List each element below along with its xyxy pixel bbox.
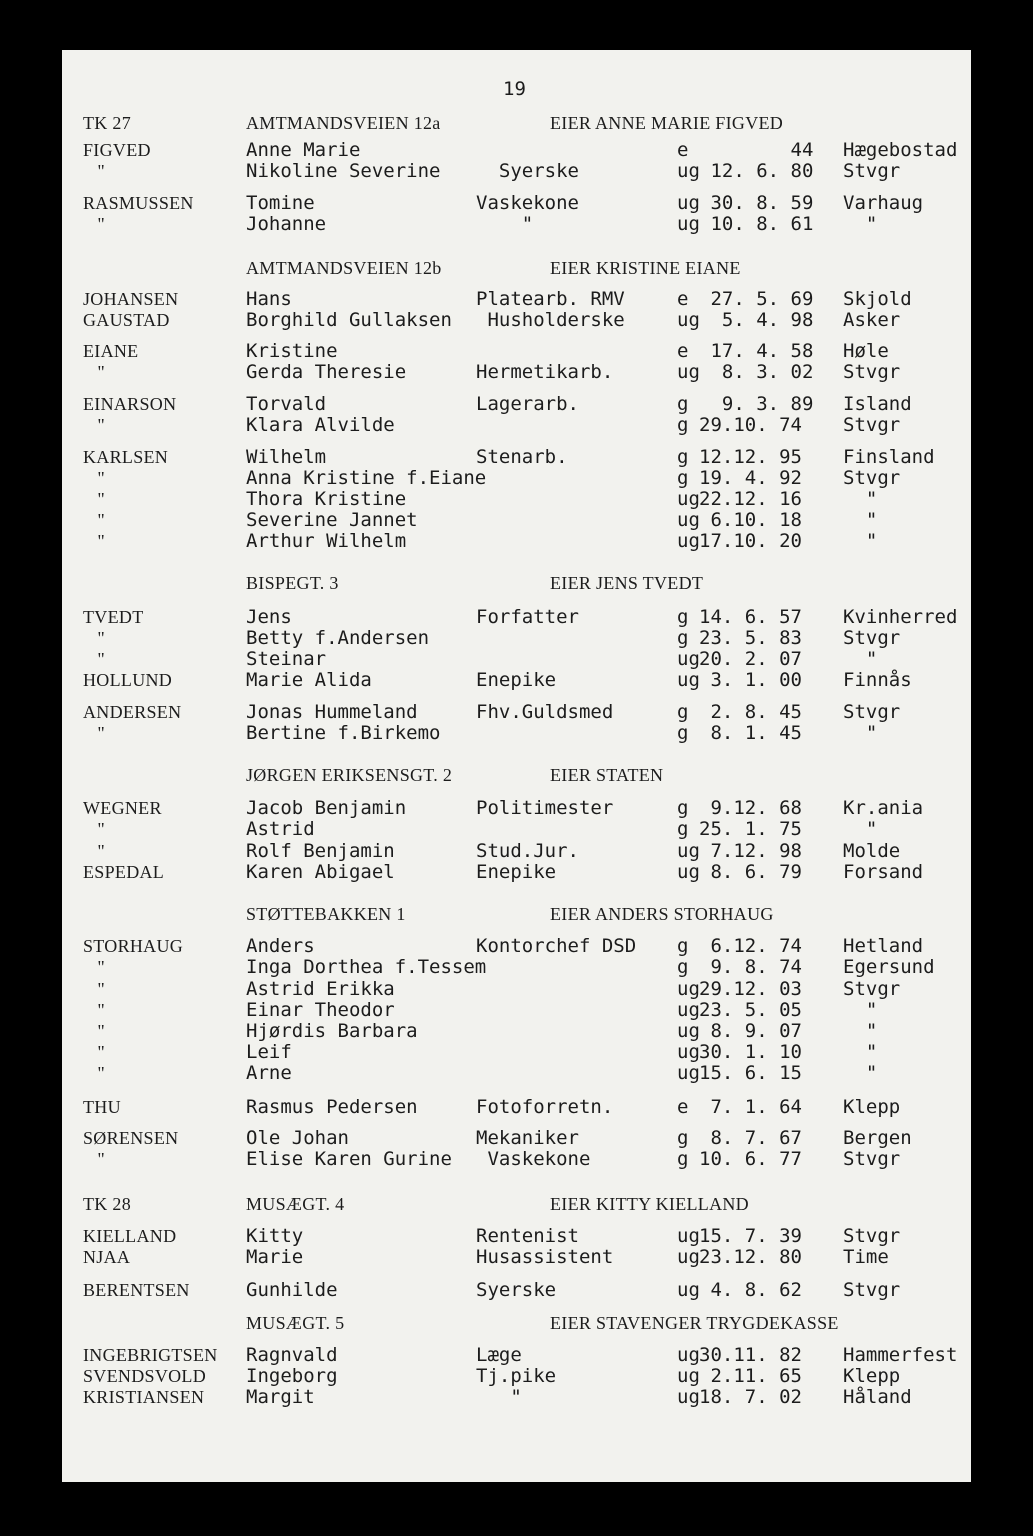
birthplace: " — [843, 1041, 878, 1063]
birth-date: 4. 8. 62 — [699, 1279, 802, 1301]
birthplace: Stvgr — [843, 701, 901, 723]
surname: KIELLAND — [83, 1226, 177, 1246]
surname: HOLLUND — [83, 670, 173, 690]
birth-date: 15. 7. 39 — [699, 1225, 802, 1247]
person-row — [62, 1096, 971, 1118]
person-row — [62, 1386, 971, 1408]
occupation: Stenarb. — [476, 446, 568, 468]
birthplace: " — [843, 818, 878, 840]
page-number: 19 — [503, 78, 526, 100]
given-name: Anders — [246, 935, 315, 957]
address: JØRGEN ERIKSENSGT. 2 — [246, 765, 453, 785]
person-row — [62, 1062, 971, 1084]
given-name: Astrid Erikka — [246, 978, 395, 1000]
birth-date: 8. 1. 45 — [699, 722, 802, 744]
birthplace: Hetland — [843, 935, 924, 957]
owner: EIER STAVENGER TRYGDEKASSE — [550, 1313, 839, 1333]
owner: EIER ANDERS STORHAUG — [550, 904, 774, 924]
marital-status: ug — [677, 361, 700, 383]
birth-date: 19. 4. 92 — [699, 467, 802, 489]
marital-status: g — [677, 446, 689, 468]
person-row — [62, 818, 971, 840]
birth-date: 30. 8. 59 — [699, 192, 814, 214]
surname: JOHANSEN — [83, 289, 179, 309]
given-name: Nikoline Severine — [246, 160, 441, 182]
surname: ANDERSEN — [83, 702, 182, 722]
given-name: Hans — [246, 288, 292, 310]
person-row — [62, 530, 971, 552]
person-row — [62, 669, 971, 691]
marital-status: ug — [677, 978, 700, 1000]
birthplace: " — [843, 1020, 878, 1042]
birthplace: Hægebostad — [843, 139, 958, 161]
surname: STORHAUG — [83, 936, 184, 956]
occupation: Tj.pike — [476, 1365, 557, 1387]
given-name: Rasmus Pedersen — [246, 1096, 418, 1118]
occupation: Syerske — [476, 1279, 557, 1301]
person-row — [62, 1148, 971, 1170]
surname: SØRENSEN — [83, 1128, 179, 1148]
marital-status: g — [677, 797, 689, 819]
birth-date: 23. 5. 83 — [699, 627, 802, 649]
birthplace: Stvgr — [843, 1148, 901, 1170]
address: AMTMANDSVEIEN 12b — [246, 258, 442, 278]
given-name: Bertine f.Birkemo — [246, 722, 441, 744]
occupation: Fotoforretn. — [476, 1096, 614, 1118]
birthplace: Håland — [843, 1386, 912, 1408]
given-name: Ole Johan — [246, 1127, 349, 1149]
address: BISPEGT. 3 — [246, 573, 339, 593]
occupation: Syerske — [476, 160, 579, 182]
birthplace: Stvgr — [843, 1225, 901, 1247]
birth-date: 3. 1. 00 — [699, 669, 802, 691]
given-name: Margit — [246, 1386, 315, 1408]
birthplace: Kvinherred — [843, 606, 958, 628]
occupation: Husassistent — [476, 1246, 614, 1268]
marital-status: ug — [677, 1386, 700, 1408]
surname: FIGVED — [83, 140, 151, 160]
marital-status: ug — [677, 530, 700, 552]
birth-date: 10. 8. 61 — [699, 213, 814, 235]
birth-date: 12.12. 95 — [699, 446, 802, 468]
person-row — [62, 861, 971, 883]
person-row — [62, 1225, 971, 1247]
occupation: Lagerarb. — [476, 393, 579, 415]
census-page — [62, 50, 971, 1482]
birthplace: Varhaug — [843, 192, 924, 214]
birth-date: 23.12. 80 — [699, 1246, 802, 1268]
owner: EIER JENS TVEDT — [550, 573, 704, 593]
given-name: Borghild Gullaksen — [246, 309, 452, 331]
occupation: Fhv.Guldsmed — [476, 701, 614, 723]
given-name: Jens — [246, 606, 292, 628]
marital-status: ug — [677, 1225, 700, 1247]
birth-date: 7. 1. 64 — [699, 1096, 802, 1118]
marital-status: e — [677, 340, 689, 362]
marital-status: ug — [677, 160, 700, 182]
surname: TVEDT — [83, 607, 144, 627]
given-name: Hjørdis Barbara — [246, 1020, 418, 1042]
person-row — [62, 1246, 971, 1268]
person-row — [62, 648, 971, 670]
marital-status: e — [677, 139, 689, 161]
occupation: Kontorchef DSD — [476, 935, 637, 957]
marital-status: g — [677, 818, 689, 840]
birth-date: 9.12. 68 — [699, 797, 802, 819]
birth-date: 9. 3. 89 — [699, 393, 814, 415]
occupation: Hermetikarb. — [476, 361, 614, 383]
birthplace: " — [843, 530, 878, 552]
marital-status: g — [677, 467, 689, 489]
person-row — [62, 978, 971, 1000]
birth-date: 23. 5. 05 — [699, 999, 802, 1021]
given-name: Arne — [246, 1062, 292, 1084]
birthplace: Klepp — [843, 1365, 901, 1387]
birthplace: Stvgr — [843, 978, 901, 1000]
birth-date: 14. 6. 57 — [699, 606, 802, 628]
marital-status: ug — [677, 213, 700, 235]
occupation: " — [476, 213, 534, 235]
occupation: Mekaniker — [476, 1127, 579, 1149]
marital-status: g — [677, 956, 689, 978]
given-name: Tomine — [246, 192, 315, 214]
given-name: Jonas Hummeland — [246, 701, 418, 723]
given-name: Ingeborg — [246, 1365, 338, 1387]
surname: ESPEDAL — [83, 862, 165, 882]
given-name: Astrid — [246, 818, 315, 840]
given-name: Thora Kristine — [246, 488, 407, 510]
given-name: Karen Abigael — [246, 861, 395, 883]
birth-date: 17.10. 20 — [699, 530, 802, 552]
surname: " — [83, 362, 106, 382]
occupation: Husholderske — [476, 309, 625, 331]
birthplace: Bergen — [843, 1127, 912, 1149]
person-row — [62, 722, 971, 744]
given-name: Severine Jannet — [246, 509, 418, 531]
surname: WEGNER — [83, 798, 162, 818]
person-row — [62, 1344, 971, 1366]
marital-status: ug — [677, 1246, 700, 1268]
birth-date: 5. 4. 98 — [699, 309, 814, 331]
surname: " — [83, 1149, 106, 1169]
birthplace: " — [843, 722, 878, 744]
occupation: Enepike — [476, 669, 557, 691]
birthplace: Island — [843, 393, 912, 415]
birth-date: 8. 6. 79 — [699, 861, 802, 883]
block-header — [62, 257, 971, 279]
person-row — [62, 1365, 971, 1387]
person-row — [62, 160, 971, 182]
occupation: Læge — [476, 1344, 522, 1366]
address: AMTMANDSVEIEN 12a — [246, 113, 441, 133]
marital-status: g — [677, 935, 689, 957]
owner: EIER STATEN — [550, 765, 664, 785]
given-name: Gerda Theresie — [246, 361, 407, 383]
marital-status: g — [677, 1127, 689, 1149]
occupation: Enepike — [476, 861, 557, 883]
surname: " — [83, 1042, 106, 1062]
person-row — [62, 446, 971, 468]
birth-date: 29.10. 74 — [699, 414, 802, 436]
given-name: Kitty — [246, 1225, 304, 1247]
given-name: Marie — [246, 1246, 304, 1268]
person-row — [62, 627, 971, 649]
birth-date: 6.12. 74 — [699, 935, 802, 957]
person-row — [62, 192, 971, 214]
surname: NJAA — [83, 1247, 131, 1267]
person-row — [62, 361, 971, 383]
person-row — [62, 139, 971, 161]
birth-date: 10. 6. 77 — [699, 1148, 802, 1170]
surname: " — [83, 841, 106, 861]
surname: KRISTIANSEN — [83, 1387, 205, 1407]
birth-date: 25. 1. 75 — [699, 818, 802, 840]
given-name: Torvald — [246, 393, 327, 415]
marital-status: ug — [677, 1041, 700, 1063]
birthplace: Stvgr — [843, 627, 901, 649]
surname: RASMUSSEN — [83, 193, 194, 213]
marital-status: e — [677, 288, 689, 310]
owner: EIER KRISTINE EIANE — [550, 258, 741, 278]
marital-status: g — [677, 627, 689, 649]
occupation: Vaskekone — [476, 1148, 591, 1170]
surname: " — [83, 649, 106, 669]
person-row — [62, 1279, 971, 1301]
birth-date: 6.10. 18 — [699, 509, 802, 531]
surname: " — [83, 1021, 106, 1041]
given-name: Johanne — [246, 213, 327, 235]
given-name: Leif — [246, 1041, 292, 1063]
birth-date: 27. 5. 69 — [699, 288, 814, 310]
marital-status: e — [677, 1096, 689, 1118]
given-name: Gunhilde — [246, 1279, 338, 1301]
birthplace: Time — [843, 1246, 889, 1268]
given-name: Einar Theodor — [246, 999, 395, 1021]
person-row — [62, 393, 971, 415]
marital-status: ug — [677, 648, 700, 670]
surname: " — [83, 531, 106, 551]
surname: EINARSON — [83, 394, 177, 414]
birth-date: 17. 4. 58 — [699, 340, 814, 362]
birthplace: Molde — [843, 840, 901, 862]
given-name: Kristine — [246, 340, 338, 362]
birthplace: Hammerfest — [843, 1344, 958, 1366]
person-row — [62, 606, 971, 628]
given-name: Marie Alida — [246, 669, 372, 691]
person-row — [62, 340, 971, 362]
person-row — [62, 213, 971, 235]
marital-status: ug — [677, 1365, 700, 1387]
occupation: Platearb. RMV — [476, 288, 625, 310]
surname: " — [83, 957, 106, 977]
surname: " — [83, 628, 106, 648]
birthplace: Stvgr — [843, 467, 901, 489]
birth-date: 8. 9. 07 — [699, 1020, 802, 1042]
owner: EIER KITTY KIELLAND — [550, 1194, 749, 1214]
address: MUSÆGT. 5 — [246, 1313, 345, 1333]
marital-status: ug — [677, 1279, 700, 1301]
person-row — [62, 797, 971, 819]
given-name: Steinar — [246, 648, 327, 670]
birth-date: 7.12. 98 — [699, 840, 802, 862]
birth-date: 15. 6. 15 — [699, 1062, 802, 1084]
birthplace: Stvgr — [843, 361, 901, 383]
marital-status: g — [677, 1148, 689, 1170]
person-row — [62, 935, 971, 957]
surname: THU — [83, 1097, 121, 1117]
occupation: Vaskekone — [476, 192, 579, 214]
person-row — [62, 956, 971, 978]
given-name: Ragnvald — [246, 1344, 338, 1366]
given-name: Inga Dorthea f.Tessem — [246, 956, 487, 978]
birthplace: " — [843, 488, 878, 510]
person-row — [62, 840, 971, 862]
surname: KARLSEN — [83, 447, 169, 467]
surname: INGEBRIGTSEN — [83, 1345, 218, 1365]
birthplace: Stvgr — [843, 414, 901, 436]
birth-date: 18. 7. 02 — [699, 1386, 802, 1408]
occupation: Rentenist — [476, 1225, 579, 1247]
surname: " — [83, 468, 106, 488]
occupation: Forfatter — [476, 606, 579, 628]
marital-status: ug — [677, 861, 700, 883]
surname: " — [83, 489, 106, 509]
surname: " — [83, 723, 106, 743]
person-row — [62, 999, 971, 1021]
block-header — [62, 112, 971, 134]
marital-status: ug — [677, 309, 700, 331]
person-row — [62, 309, 971, 331]
marital-status: g — [677, 722, 689, 744]
marital-status: ug — [677, 1020, 700, 1042]
birth-date: 30. 1. 10 — [699, 1041, 802, 1063]
birthplace: Forsand — [843, 861, 924, 883]
address: STØTTEBAKKEN 1 — [246, 904, 406, 924]
birthplace: Kr.ania — [843, 797, 924, 819]
tk-label: TK 27 — [83, 113, 131, 133]
given-name: Anna Kristine f.Eiane — [246, 467, 487, 489]
given-name: Klara Alvilde — [246, 414, 395, 436]
person-row — [62, 701, 971, 723]
marital-status: g — [677, 393, 689, 415]
owner: EIER ANNE MARIE FIGVED — [550, 113, 784, 133]
marital-status: g — [677, 606, 689, 628]
birthplace: Stvgr — [843, 160, 901, 182]
surname: " — [83, 415, 106, 435]
birth-date: 22.12. 16 — [699, 488, 802, 510]
birthplace: " — [843, 509, 878, 531]
person-row — [62, 467, 971, 489]
birthplace: Høle — [843, 340, 889, 362]
block-header — [62, 1312, 971, 1334]
marital-status: ug — [677, 509, 700, 531]
person-row — [62, 1127, 971, 1149]
block-header — [62, 903, 971, 925]
birthplace: Skjold — [843, 288, 912, 310]
person-row — [62, 1041, 971, 1063]
birth-date: 8. 3. 02 — [699, 361, 814, 383]
marital-status: ug — [677, 488, 700, 510]
birth-date: 2.11. 65 — [699, 1365, 802, 1387]
birth-date: 9. 8. 74 — [699, 956, 802, 978]
birthplace: Asker — [843, 309, 901, 331]
marital-status: ug — [677, 669, 700, 691]
surname: " — [83, 1000, 106, 1020]
marital-status: ug — [677, 192, 700, 214]
marital-status: ug — [677, 1344, 700, 1366]
birth-date: 12. 6. 80 — [699, 160, 814, 182]
birthplace: Finnås — [843, 669, 912, 691]
surname: SVENDSVOLD — [83, 1366, 207, 1386]
block-header — [62, 572, 971, 594]
birth-date: 20. 2. 07 — [699, 648, 802, 670]
surname: " — [83, 979, 106, 999]
birth-date: 2. 8. 45 — [699, 701, 802, 723]
person-row — [62, 288, 971, 310]
person-row — [62, 488, 971, 510]
occupation: Politimester — [476, 797, 614, 819]
given-name: Rolf Benjamin — [246, 840, 395, 862]
marital-status: g — [677, 701, 689, 723]
birthplace: " — [843, 1062, 878, 1084]
birthplace: Klepp — [843, 1096, 901, 1118]
surname: GAUSTAD — [83, 310, 170, 330]
given-name: Betty f.Andersen — [246, 627, 430, 649]
person-row — [62, 414, 971, 436]
given-name: Anne Marie — [246, 139, 361, 161]
surname: " — [83, 214, 106, 234]
birthplace: Egersund — [843, 956, 935, 978]
block-header — [62, 764, 971, 786]
birth-date: 8. 7. 67 — [699, 1127, 802, 1149]
person-row — [62, 509, 971, 531]
birthplace: " — [843, 648, 878, 670]
occupation: " — [476, 1386, 522, 1408]
surname: " — [83, 161, 106, 181]
given-name: Jacob Benjamin — [246, 797, 407, 819]
surname: " — [83, 1063, 106, 1083]
given-name: Elise Karen Gurine — [246, 1148, 452, 1170]
birthplace: Finsland — [843, 446, 935, 468]
given-name: Wilhelm — [246, 446, 327, 468]
birthplace: Stvgr — [843, 1279, 901, 1301]
birthplace: " — [843, 213, 878, 235]
marital-status: g — [677, 414, 689, 436]
person-row — [62, 1020, 971, 1042]
surname: EIANE — [83, 341, 139, 361]
birthplace: " — [843, 999, 878, 1021]
birth-date: 44 — [699, 139, 814, 161]
marital-status: ug — [677, 840, 700, 862]
surname: BERENTSEN — [83, 1280, 190, 1300]
birth-date: 29.12. 03 — [699, 978, 802, 1000]
surname: " — [83, 510, 106, 530]
occupation: Stud.Jur. — [476, 840, 579, 862]
marital-status: ug — [677, 1062, 700, 1084]
surname: " — [83, 819, 106, 839]
tk-label: TK 28 — [83, 1194, 131, 1214]
address: MUSÆGT. 4 — [246, 1194, 345, 1214]
birth-date: 30.11. 82 — [699, 1344, 802, 1366]
given-name: Arthur Wilhelm — [246, 530, 407, 552]
marital-status: ug — [677, 999, 700, 1021]
block-header — [62, 1193, 971, 1215]
